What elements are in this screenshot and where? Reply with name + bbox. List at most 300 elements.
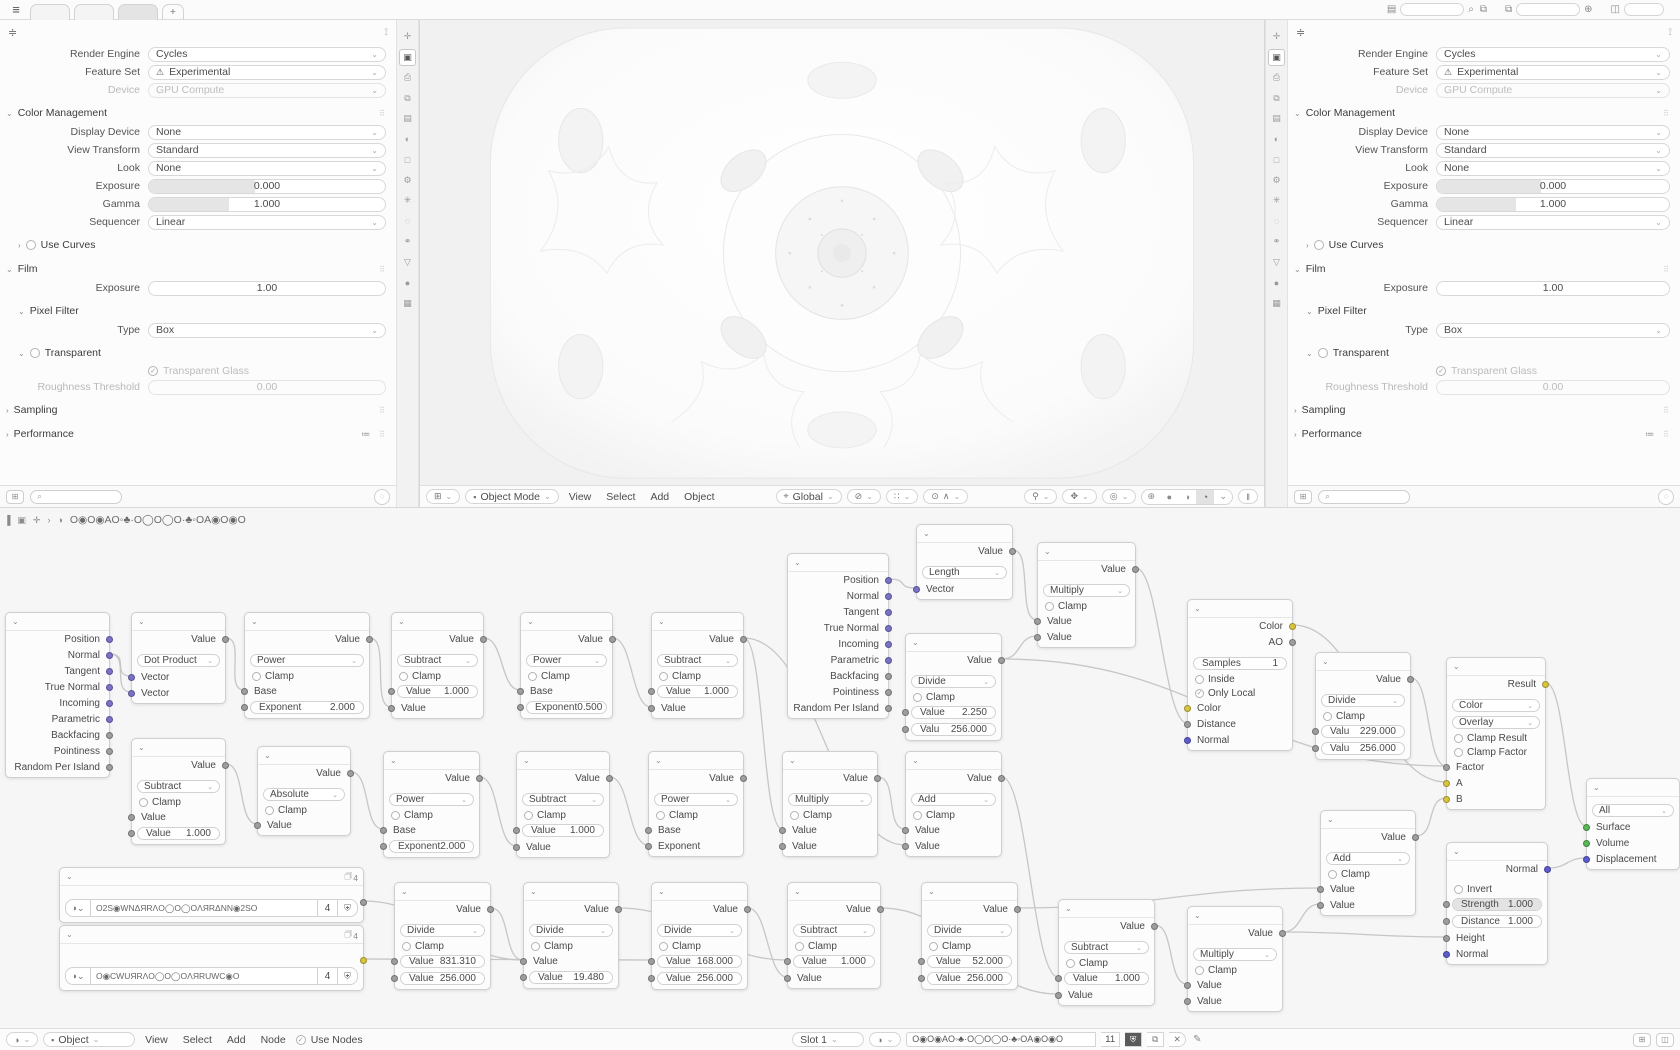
properties-tab-scene[interactable]: ▤ [1272,113,1281,123]
collapse-chevron-icon[interactable]: ⌄ [1593,783,1600,792]
checkbox-icon[interactable] [790,811,799,820]
checkbox-icon[interactable] [1195,966,1204,975]
pin-icon[interactable]: ⟟ [1668,27,1672,38]
socket[interactable] [1055,975,1062,982]
node-header[interactable] [6,613,109,631]
socket[interactable] [1289,639,1296,646]
node-operation-dropdown[interactable] [1452,716,1540,729]
node-header[interactable] [245,613,369,631]
menu-object[interactable]: Object [684,490,715,503]
collapse-chevron-icon[interactable]: ⌄ [794,887,801,896]
socket[interactable] [1312,745,1319,752]
checkbox-icon[interactable] [1328,870,1337,879]
search-input[interactable]: ⌕ [1318,490,1410,504]
section-use-curves[interactable] [18,239,386,251]
options-button[interactable]: ◌ [374,489,390,505]
node-header[interactable] [392,613,483,631]
properties-tab-data[interactable]: ▽ [404,256,411,267]
socket[interactable] [648,958,655,965]
value-field[interactable] [1321,742,1405,755]
menu-node[interactable]: Node [260,1033,286,1046]
node-header[interactable] [60,926,363,944]
socket[interactable] [106,652,113,659]
properties-tab-constraints[interactable]: ⚭ [403,236,412,246]
socket[interactable] [1317,886,1324,893]
node-header[interactable] [922,883,1017,901]
socket[interactable] [520,974,527,981]
node-sub27[interactable] [787,882,881,989]
properties-tab-render[interactable]: ▣ [1268,49,1285,66]
checkbox-icon[interactable] [1195,675,1204,684]
socket[interactable] [1289,623,1296,630]
collapse-chevron-icon[interactable]: ⌄ [390,756,397,765]
socket[interactable] [885,641,892,648]
collapse-chevron-icon[interactable]: ⌄ [912,638,919,647]
socket[interactable] [784,975,791,982]
scene-copy-icon[interactable]: ⧉ [1479,4,1488,15]
socket[interactable] [609,636,616,643]
node-operation-dropdown[interactable] [654,793,738,806]
node-bump[interactable] [1446,842,1548,965]
socket[interactable] [360,957,367,964]
socket[interactable] [1184,705,1191,712]
properties-tab-material[interactable]: ● [1273,277,1280,288]
node-operation-dropdown[interactable] [137,780,220,793]
proportional-editing-dropdown[interactable]: ⊙ ∧ ⌄ [923,489,968,504]
viewport-3d[interactable] [420,20,1264,507]
node-div225[interactable] [905,633,1002,741]
socket[interactable] [1583,824,1590,831]
socket[interactable] [388,688,395,695]
checkbox-icon[interactable] [1066,959,1075,968]
value-field[interactable] [522,824,604,837]
properties-tab-physics[interactable]: ◌ [1273,216,1280,226]
socket[interactable] [1034,618,1041,625]
new-material-button[interactable]: ⧉ [1147,1032,1164,1047]
node-dot[interactable] [131,612,226,704]
socket[interactable] [885,625,892,632]
editor-type-button[interactable] [426,489,460,504]
editor-type-button[interactable]: ◑ ⌄ [6,1032,38,1047]
node-header[interactable] [1447,843,1547,861]
shader-type-dropdown[interactable]: ▪ Object ⌄ [43,1032,135,1047]
feature-set-dropdown[interactable] [148,65,386,80]
node-operation-dropdown[interactable] [793,924,875,937]
value-field[interactable] [1064,972,1149,985]
section-checkbox[interactable] [26,240,36,250]
properties-tab-output[interactable]: ⎙ [1272,72,1281,82]
snapping-button[interactable]: ⊞ [1633,1033,1651,1047]
checkbox-icon[interactable] [531,942,540,951]
node-header[interactable] [788,883,880,901]
node-operation-dropdown[interactable] [400,924,485,937]
socket[interactable] [1443,780,1450,787]
node-operation-dropdown[interactable] [1043,584,1130,597]
socket[interactable] [902,726,909,733]
socket[interactable] [918,975,925,982]
node-geo1[interactable] [5,612,110,778]
value-field[interactable] [911,706,996,719]
socket[interactable] [779,843,786,850]
node-sub19[interactable] [516,751,610,858]
socket[interactable] [106,700,113,707]
node-operation-dropdown[interactable] [922,566,1007,579]
node-operation-dropdown[interactable] [1064,941,1149,954]
socket[interactable] [1542,681,1549,688]
gamma-field[interactable] [148,197,386,212]
socket[interactable] [744,906,751,913]
workspace-tab-3[interactable] [118,4,158,20]
node-header[interactable] [1038,543,1135,561]
socket[interactable] [388,705,395,712]
socket[interactable] [380,843,387,850]
properties-tab-modifiers[interactable]: ⚙ [403,174,412,185]
node-header[interactable] [524,883,618,901]
socket[interactable] [1443,935,1450,942]
node-operation-dropdown[interactable] [1326,852,1410,865]
node-add22[interactable] [905,751,1002,857]
checkbox-icon[interactable] [929,942,938,951]
checkbox-icon[interactable] [795,942,804,951]
node-header[interactable] [906,634,1001,652]
socket[interactable] [885,657,892,664]
checkbox-icon[interactable] [1454,885,1463,894]
section-checkbox[interactable] [30,348,40,358]
node-operation-dropdown[interactable] [250,654,364,667]
socket[interactable] [106,732,113,739]
filter-button[interactable]: ⊞ [1294,490,1312,504]
node-img2[interactable] [59,925,364,991]
pin-icon[interactable]: ⟟ [384,27,388,38]
node-abs17[interactable] [257,746,351,836]
socket[interactable] [885,673,892,680]
list-icon[interactable]: ≔ [1645,428,1655,439]
node-header[interactable] [649,752,743,770]
node-out[interactable] [1586,778,1680,870]
list-icon[interactable]: ≔ [361,428,371,439]
node-div25[interactable] [523,882,619,989]
collapse-chevron-icon[interactable]: ⌄ [912,756,919,765]
collapse-chevron-icon[interactable]: ⌄ [923,529,930,538]
value-field[interactable] [400,955,485,968]
socket[interactable] [1184,982,1191,989]
socket[interactable] [106,716,113,723]
collapse-chevron-icon[interactable]: ⌄ [1044,547,1051,556]
checkbox-icon[interactable] [1454,734,1463,743]
checkbox-icon[interactable]: ✓ [1436,366,1446,376]
image-browse-button[interactable]: ◑⌄ [65,967,91,985]
look-dropdown[interactable] [1436,161,1670,176]
socket[interactable] [241,688,248,695]
transform-orientation-dropdown[interactable]: ⌖ Global ⌄ [776,489,842,504]
node-div26[interactable] [651,882,748,990]
node-ao[interactable] [1187,599,1293,751]
node-header[interactable] [1587,779,1679,797]
socket[interactable] [391,958,398,965]
socket[interactable] [1443,951,1450,958]
node-div229[interactable] [1315,652,1411,760]
properties-tab-tool[interactable]: ✛ [403,31,412,41]
socket[interactable] [106,764,113,771]
collapse-chevron-icon[interactable]: ⌄ [66,872,73,881]
node-add31[interactable] [1320,810,1416,916]
value-field[interactable] [911,723,996,736]
socket[interactable] [902,709,909,716]
socket[interactable] [1544,866,1551,873]
socket[interactable] [1132,566,1139,573]
socket[interactable] [128,814,135,821]
socket[interactable] [606,775,613,782]
exposure-field[interactable] [148,179,386,194]
socket[interactable] [391,975,398,982]
collapse-chevron-icon[interactable]: ⌄ [264,751,271,760]
socket[interactable] [222,636,229,643]
properties-tab-data[interactable]: ▽ [1273,256,1280,267]
socket[interactable] [366,636,373,643]
overlay-toggle-button[interactable]: ◫ [1656,1033,1674,1047]
node-header[interactable] [652,613,743,631]
value-field[interactable] [793,955,875,968]
socket[interactable] [380,827,387,834]
checkbox-icon[interactable] [656,811,665,820]
shading-mode-wireframe[interactable]: ⊕ [1147,491,1156,501]
shading-dropdown[interactable]: ⌄ [1219,491,1228,501]
value-field[interactable] [526,701,607,714]
node-header[interactable] [1059,900,1154,918]
checkbox-icon[interactable] [659,942,668,951]
socket[interactable] [106,684,113,691]
socket[interactable] [913,586,920,593]
collapse-chevron-icon[interactable]: ⌄ [658,887,665,896]
socket[interactable] [918,958,925,965]
socket[interactable] [1055,992,1062,999]
node-header[interactable] [652,883,747,901]
type-dropdown[interactable] [1436,323,1670,338]
properties-tab-output[interactable]: ⎙ [403,72,412,82]
socket[interactable] [128,690,135,697]
node-header[interactable] [132,613,225,631]
value-field[interactable] [1452,898,1542,911]
checkbox-icon[interactable] [252,672,261,681]
section-transparent[interactable] [1306,347,1670,359]
collapse-chevron-icon[interactable]: ⌄ [138,743,145,752]
value-field[interactable] [250,701,364,714]
section-color-management[interactable] [1294,107,1670,119]
checkbox-icon[interactable] [659,672,668,681]
socket[interactable] [740,775,747,782]
node-operation-dropdown[interactable] [657,654,738,667]
menu-select[interactable]: Select [606,490,636,503]
socket[interactable] [487,906,494,913]
node-sub29[interactable] [1058,899,1155,1006]
section-use-curves[interactable] [1306,239,1670,251]
image-name-field[interactable]: O◉CWUЯRΛO◯O◯OΛЯRUWC◉O [91,967,318,985]
checkbox-icon[interactable] [1454,748,1463,757]
image-users-count[interactable]: 4 [318,899,338,917]
sequencer-dropdown[interactable] [1436,215,1670,230]
socket[interactable] [885,705,892,712]
properties-tab-render[interactable]: ▣ [399,49,416,66]
value-field[interactable] [927,955,1012,968]
material-name-field[interactable]: O◉O◉AO◦♣·O◯O◯O·♣◦OA◉O◉O [906,1032,1096,1047]
node-header[interactable] [783,752,877,770]
node-header[interactable] [517,752,609,770]
scene-selector[interactable] [1385,3,1489,16]
value-field[interactable] [657,685,738,698]
socket[interactable] [1034,634,1041,641]
socket[interactable] [902,827,909,834]
value-field[interactable] [927,972,1012,985]
socket[interactable] [902,843,909,850]
fake-user-shield-button[interactable]: ⛨ [338,967,358,985]
socket[interactable] [1443,918,1450,925]
properties-tab-texture[interactable]: ▦ [1272,297,1281,308]
node-header[interactable] [1447,658,1545,676]
node-header[interactable] [906,752,1001,770]
render-pause-button[interactable] [1238,489,1258,504]
section-pixel-filter[interactable] [1306,305,1670,317]
node-header[interactable] [395,883,490,901]
collapse-chevron-icon[interactable]: ⌄ [789,756,796,765]
collapse-chevron-icon[interactable]: ⌄ [527,617,534,626]
node-operation-dropdown[interactable] [389,793,474,806]
image-users-count[interactable]: 4 [318,967,338,985]
view-layer-name-field[interactable] [1516,3,1580,16]
view-transform-dropdown[interactable] [148,143,386,158]
section-performance[interactable] [6,428,386,440]
image-browse-button[interactable]: ◑⌄ [65,899,91,917]
socket[interactable] [779,827,786,834]
drag-grip-icon[interactable]: ⠿ [379,108,386,118]
material-slot-dropdown[interactable]: Slot 1 ⌄ [792,1032,864,1047]
scene-name-field[interactable] [1400,3,1464,16]
properties-tab-material[interactable]: ● [404,277,411,288]
node-operation-dropdown[interactable] [263,788,345,801]
node-mul21[interactable] [782,751,878,857]
drag-grip-icon[interactable]: ⠿ [1663,108,1670,118]
drag-grip-icon[interactable]: ⠿ [1663,429,1670,439]
region-toggle-icon[interactable]: ▐ [4,515,11,525]
device-dropdown[interactable] [1436,83,1670,98]
checkbox-icon[interactable] [139,798,148,807]
view-layer-add-icon[interactable]: ⊕ [1584,4,1593,15]
collapse-chevron-icon[interactable]: ⌄ [655,756,662,765]
socket[interactable] [241,704,248,711]
node-mul30[interactable] [1187,906,1283,1012]
section-sampling[interactable] [6,404,386,416]
exposure-field[interactable] [1436,281,1670,296]
object-visibility-dropdown[interactable]: ⚲ ⌄ [1024,489,1057,504]
collapse-chevron-icon[interactable]: ⌄ [530,887,537,896]
properties-tab-world[interactable]: ◐ [404,134,411,144]
node-operation-dropdown[interactable] [397,654,478,667]
node-header[interactable] [384,752,479,770]
roughness-threshold-field[interactable] [148,380,386,395]
collapse-chevron-icon[interactable]: ⌄ [794,558,801,567]
node-sub1[interactable] [391,612,484,719]
node-div28[interactable] [921,882,1018,990]
node-pow20[interactable] [648,751,744,857]
socket[interactable] [648,975,655,982]
properties-tab-modifiers[interactable]: ⚙ [1272,174,1281,185]
socket[interactable] [1583,856,1590,863]
menu-add[interactable]: Add [226,1033,246,1046]
roughness-threshold-field[interactable] [1436,380,1670,395]
menu-view[interactable]: View [145,1033,168,1046]
node-operation-dropdown[interactable] [911,793,996,806]
view-transform-dropdown[interactable] [1436,143,1670,158]
render-display-field[interactable] [1624,3,1664,16]
node-header[interactable] [258,747,350,765]
socket[interactable] [222,762,229,769]
properties-tab-view-layer[interactable]: ⧉ [1273,92,1280,103]
socket[interactable] [480,636,487,643]
drag-grip-icon[interactable]: ⠿ [1663,405,1670,415]
value-field[interactable] [1321,725,1405,738]
socket[interactable] [360,899,367,906]
exposure-field[interactable] [148,281,386,296]
node-operation-dropdown[interactable] [522,793,604,806]
device-dropdown[interactable] [148,83,386,98]
socket[interactable] [513,844,520,851]
socket[interactable] [998,775,1005,782]
socket[interactable] [1443,796,1450,803]
node-operation-dropdown[interactable] [657,924,742,937]
socket[interactable] [1184,737,1191,744]
value-field[interactable] [389,840,474,853]
socket[interactable] [128,674,135,681]
value-field[interactable] [400,972,485,985]
render-engine-dropdown[interactable] [148,47,386,62]
collapse-chevron-icon[interactable]: ⌄ [398,617,405,626]
checkbox-icon[interactable] [913,693,922,702]
collapse-chevron-icon[interactable]: ⌄ [1065,904,1072,913]
shading-mode-material[interactable]: ◑ [1184,491,1190,502]
display-device-dropdown[interactable] [148,125,386,140]
section-film[interactable] [6,263,386,275]
socket[interactable] [106,668,113,675]
node-operation-dropdown[interactable] [1592,804,1674,817]
socket[interactable] [347,770,354,777]
value-field[interactable] [657,955,742,968]
properties-tab-constraints[interactable]: ⚭ [1272,236,1281,246]
section-checkbox[interactable] [1314,240,1324,250]
checkbox-icon[interactable] [913,811,922,820]
node-sub16[interactable] [131,738,226,845]
checkbox-icon[interactable]: ✓ [1196,690,1203,697]
node-header[interactable] [521,613,612,631]
socket[interactable] [476,775,483,782]
fake-user-shield-button[interactable]: ⛨ [338,899,358,917]
snap-dropdown[interactable]: ∷ ⌄ [886,489,918,504]
collapse-chevron-icon[interactable]: ⌄ [928,887,935,896]
checkbox-icon[interactable] [1323,712,1332,721]
pivot-point-dropdown[interactable]: ⊘ ⌄ [847,489,881,504]
collapse-chevron-icon[interactable]: ⌄ [1327,815,1334,824]
properties-tab-world[interactable]: ◐ [1273,134,1280,144]
checkbox-transparent-glass[interactable] [1436,365,1670,377]
node-operation-dropdown[interactable] [529,924,613,937]
socket[interactable] [885,577,892,584]
overlays-dropdown[interactable]: ◎ ⌄ [1102,489,1137,504]
socket[interactable] [106,748,113,755]
display-device-dropdown[interactable] [1436,125,1670,140]
properties-tab-physics[interactable]: ◌ [404,216,411,226]
value-field[interactable] [397,685,478,698]
socket[interactable] [254,822,261,829]
sequencer-dropdown[interactable] [148,215,386,230]
checkbox-icon[interactable] [402,942,411,951]
